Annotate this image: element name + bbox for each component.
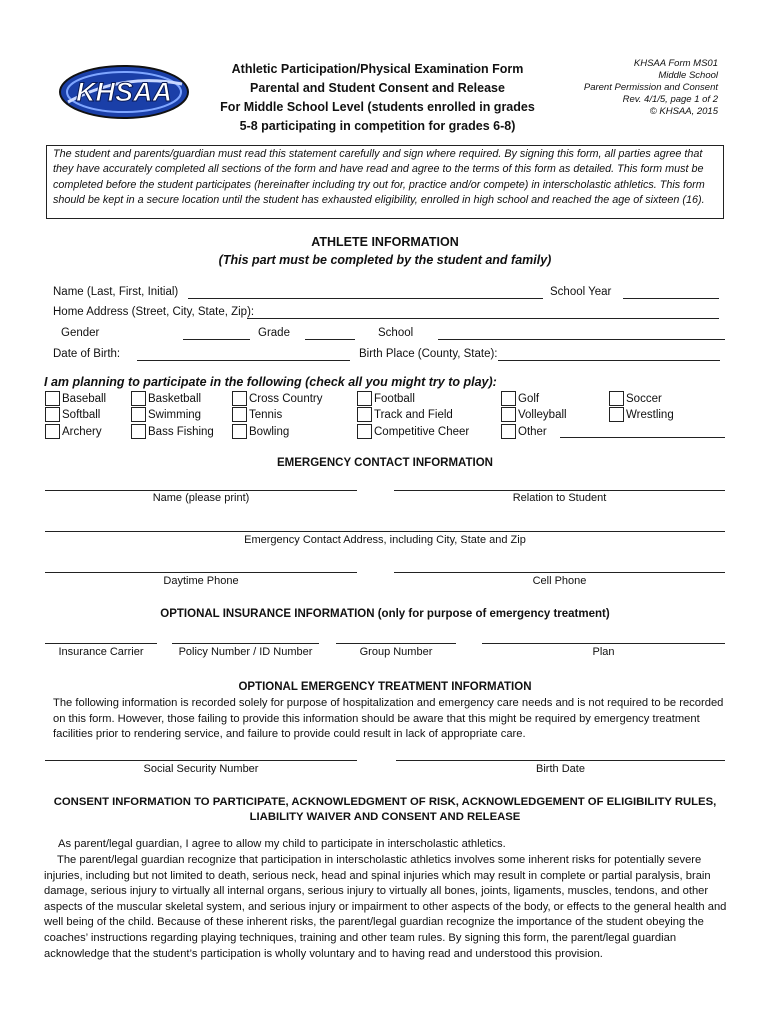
dob-label: Date of Birth:	[53, 348, 121, 360]
consent-paragraph-1: As parent/legal guardian, I agree to allow my child to participate in interscholastic athletics.	[58, 838, 506, 850]
birthplace-field[interactable]	[498, 360, 720, 361]
sport-bowling: Bowling	[249, 426, 290, 438]
sport-competitive-cheer: Competitive Cheer	[374, 426, 470, 438]
policy-number-field[interactable]	[172, 643, 319, 644]
sport-wrestling: Wrestling	[626, 409, 674, 421]
name-label: Name (Last, First, Initial)	[53, 286, 179, 298]
checkbox-baseball[interactable]	[45, 391, 60, 406]
svg-text:KHSAA: KHSAA	[75, 77, 173, 107]
plan-caption: Plan	[592, 646, 615, 658]
gender-label: Gender	[61, 327, 100, 339]
checkbox-bowling[interactable]	[232, 424, 247, 439]
consent-paragraph-2: The parent/legal guardian recognize that participation in interscholastic athletics involves some inherent risks for potentially severe injuries, including but not limited to death, serious neck, head and spinal injuries which may result in complete or partial paralysis, brain damage, serious injury to virtually all internal organs, serious injury to virtually all bones, joints, ligaments, muscles, tendons, and other aspects of the muscular skeletal system, and serious injury or impairment to other aspects of the body, or effects to the general health and well being of the child. Because of these inherent risks, the parent/legal guardian recognize the importance of the student obeying the coaches’ instructions regarding playing techniques, training and other team rules. By signing this form, the parent/legal guardian acknowledge that the student’s participation is wholly voluntary and to having read and understood this provision.	[44, 854, 727, 960]
grade-field[interactable]	[305, 339, 355, 340]
sport-cross-country: Cross Country	[249, 393, 323, 405]
address-field[interactable]	[247, 318, 719, 319]
ssn-caption: Social Security Number	[143, 763, 259, 775]
sport-golf: Golf	[518, 393, 540, 405]
name-field[interactable]	[188, 298, 543, 299]
title-line-4: 5-8 participating in competition for grades 6-8)	[239, 119, 516, 133]
group-number-field[interactable]	[336, 643, 456, 644]
form-type: Parent Permission and Consent	[583, 82, 718, 93]
checkbox-softball[interactable]	[45, 407, 60, 422]
birth-date-caption: Birth Date	[536, 763, 585, 775]
form-revision: Rev. 4/1/5, page 1 of 2	[622, 94, 718, 105]
emergency-name-field[interactable]	[45, 490, 357, 491]
notice-box: The student and parents/guardian must read this statement carefully and sign where required. By signing this form, all parties agree that they have accurately completed all sections of the form and have read and agree to the terms of this form as detailed. This form must be completed before the student participates (hereinafter including try out for, practice and/or compete) in interscholastic athletics. This form should be kept in a secure location until the student has exhausted eligibility, enrolled in high school and reached the age of sixteen (16).	[46, 145, 724, 219]
checkbox-soccer[interactable]	[609, 391, 624, 406]
birth-date-field[interactable]	[396, 760, 725, 761]
consent-heading-line-1: CONSENT INFORMATION TO PARTICIPATE, ACKNOWLEDGMENT OF RISK, ACKNOWLEDGEMENT OF ELIGIBILITY RULES,	[53, 796, 717, 808]
sport-basketball: Basketball	[148, 393, 202, 405]
school-label: School	[378, 327, 414, 339]
sport-swimming: Swimming	[148, 409, 202, 421]
form-meta	[584, 58, 718, 118]
title-line-1: Athletic Participation/Physical Examination Form	[231, 62, 524, 76]
title-line-3: For Middle School Level (students enrolled in grades	[220, 100, 535, 114]
grade-label: Grade	[258, 327, 290, 339]
treatment-heading: OPTIONAL EMERGENCY TREATMENT INFORMATION	[238, 681, 532, 693]
emergency-relation-field[interactable]	[394, 490, 725, 491]
sport-football: Football	[374, 393, 415, 405]
emergency-relation-caption: Relation to Student	[512, 492, 607, 504]
sports-title: I am planning to participate in the following (check all you might try to play):	[44, 375, 497, 389]
form-title	[200, 60, 555, 136]
checkbox-bass-fishing[interactable]	[131, 424, 146, 439]
sport-track-and-field: Track and Field	[374, 409, 453, 421]
checkbox-swimming[interactable]	[131, 407, 146, 422]
gender-field[interactable]	[183, 339, 250, 340]
daytime-phone-field[interactable]	[45, 572, 357, 573]
checkbox-cross-country[interactable]	[232, 391, 247, 406]
sport-other: Other	[518, 426, 547, 438]
insurance-carrier-caption: Insurance Carrier	[58, 646, 144, 658]
address-label: Home Address (Street, City, State, Zip):	[53, 306, 255, 318]
checkbox-competitive-cheer[interactable]	[357, 424, 372, 439]
plan-field[interactable]	[482, 643, 725, 644]
sport-softball: Softball	[62, 409, 101, 421]
birthplace-label: Birth Place (County, State):	[359, 348, 498, 360]
dob-field[interactable]	[137, 360, 350, 361]
emergency-address-caption: Emergency Contact Address, including City, State and Zip	[244, 534, 526, 546]
form-id: KHSAA Form MS01	[633, 58, 718, 69]
checkbox-archery[interactable]	[45, 424, 60, 439]
khsaa-logo	[58, 62, 190, 120]
sport-baseball: Baseball	[62, 393, 107, 405]
ssn-field[interactable]	[45, 760, 357, 761]
checkbox-basketball[interactable]	[131, 391, 146, 406]
sport-archery: Archery	[62, 426, 102, 438]
group-number-caption: Group Number	[359, 646, 433, 658]
school-year-label: School Year	[550, 286, 612, 298]
emergency-heading: EMERGENCY CONTACT INFORMATION	[277, 457, 493, 469]
checkbox-volleyball[interactable]	[501, 407, 516, 422]
emergency-address-field[interactable]	[45, 531, 725, 532]
form-copyright: © KHSAA, 2015	[649, 106, 718, 117]
school-year-field[interactable]	[623, 298, 719, 299]
policy-number-caption: Policy Number / ID Number	[178, 646, 313, 658]
checkbox-track-and-field[interactable]	[357, 407, 372, 422]
sport-bass-fishing: Bass Fishing	[148, 426, 214, 438]
insurance-heading: OPTIONAL INSURANCE INFORMATION (only for purpose of emergency treatment)	[160, 608, 610, 620]
checkbox-tennis[interactable]	[232, 407, 247, 422]
checkbox-wrestling[interactable]	[609, 407, 624, 422]
cell-phone-caption: Cell Phone	[532, 575, 587, 587]
daytime-phone-caption: Daytime Phone	[163, 575, 239, 587]
insurance-carrier-field[interactable]	[45, 643, 157, 644]
athlete-subheading: (This part must be completed by the student and family)	[218, 253, 552, 267]
sport-soccer: Soccer	[626, 393, 662, 405]
emergency-name-caption: Name (please print)	[152, 492, 250, 504]
athlete-heading: ATHLETE INFORMATION	[311, 235, 459, 249]
khsaa-logo-graphic	[58, 62, 190, 120]
checkbox-other[interactable]	[501, 424, 516, 439]
form-level: Middle School	[658, 70, 718, 81]
school-field[interactable]	[438, 339, 725, 340]
sport-tennis: Tennis	[249, 409, 283, 421]
title-line-2: Parental and Student Consent and Release	[250, 81, 505, 95]
sport-volleyball: Volleyball	[518, 409, 567, 421]
checkbox-golf[interactable]	[501, 391, 516, 406]
consent-heading-line-2: LIABILITY WAIVER AND CONSENT AND RELEASE	[249, 811, 521, 823]
cell-phone-field[interactable]	[394, 572, 725, 573]
treatment-text: The following information is recorded solely for purpose of hospitalization and emergency care needs and is not required to be recorded on this form. However, those failing to provide this information should be aware that this might be required by emergency treatment facilities prior to rendering service, and failure to provide could result in lack of appropriate care.	[53, 697, 724, 741]
checkbox-football[interactable]	[357, 391, 372, 406]
other-sport-field[interactable]	[560, 437, 725, 438]
